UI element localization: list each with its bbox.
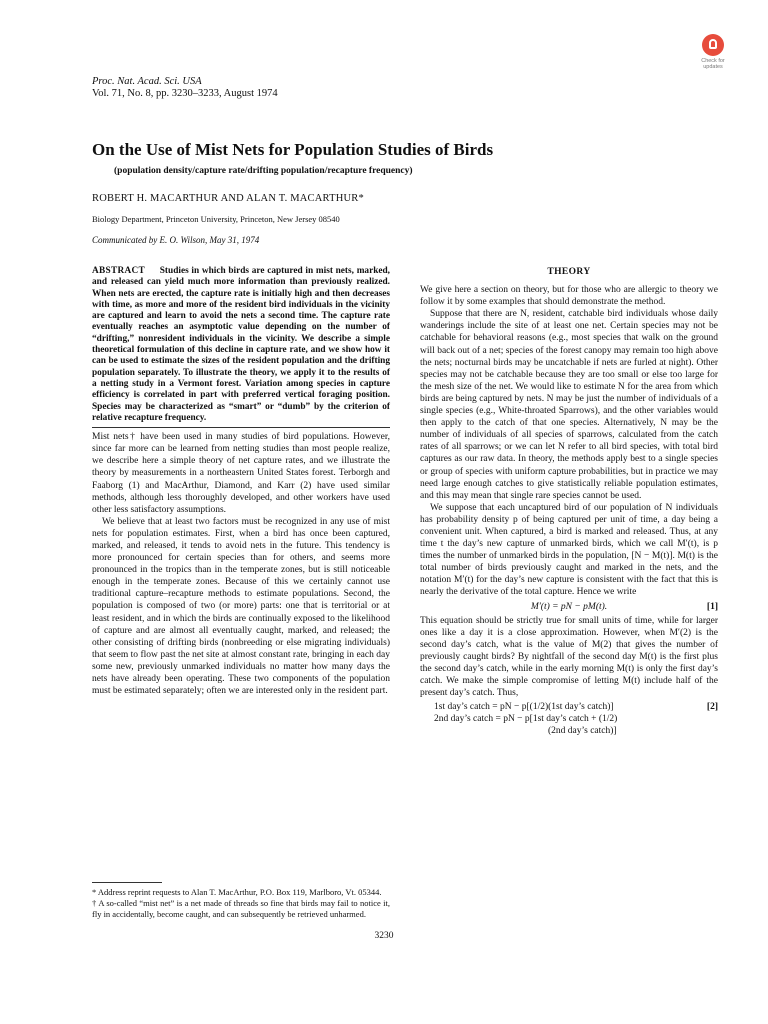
equation-line: 1st day’s catch = pN − p[(1/2)(1st day’s catch)]	[434, 702, 614, 713]
equation-text: M′(t) = pN − pM(t).	[530, 601, 608, 612]
right-column	[420, 266, 718, 737]
keywords: (population density/capture rate/drifting population/recapture frequency)	[114, 166, 413, 176]
abstract-text: Studies in which birds are captured in mist nets, marked, and released can yield much more information than previously realized. When nets are erected, the capture rate is initially high and then decreases with time, as more and more of the resident bird individuals in the vicinity are captured and learn to avoid the nets a second time. The capture rate eventually reaches an asymptotic value depending on the number of “drifting,” nonresident individuals in the vicinity. We describe a simple theoretical formulation of this decline in capture rate, and we show how it can be used to estimate the sizes of the resident population and the drifting population separately. To illustrate the theory, we apply it to the results of a netting study in a Vermont forest. Variation among species in capture efficiency is correlated in part with preferred vertical foraging position. Species may be characterized as “smart” or “dumb” by the criterion of relative recapture frequency.	[92, 266, 391, 423]
authors: ROBERT H. MACARTHUR AND ALAN T. MACARTHUR*	[92, 193, 364, 204]
badge-label: Check for updates	[701, 58, 725, 70]
body-paragraph: This equation should be strictly true for small units of time, while for larger ones like a day it is a close approximation. However, when M′(2) is the second day’s catch, what is the value of M(2) that gives the number of previously caught birds? By nightfall of the second day M(t) is the first plus the second day’s catch, while in the early morning M(t) is only the first day’s catch. We make the simple compromise of letting M(t) include half of the present day’s catch. Thus,	[420, 615, 718, 699]
footnote: † A so-called “mist net” is a net made of threads so fine that birds may fail to notice it, fly in accidentally, become caught, and can subsequently be retrieved unharmed.	[92, 898, 390, 919]
body-paragraph: We believe that at least two factors must be recognized in any use of mist nets for population estimates. First, when a bird has once been captured, marked, and released, it tends to avoid nets in the future. This tendency is more pronounced for certain species than for others, and seems more pronounced in the tropics than in the temperate zones, but is still noticeable enough in the temperate zones. Because of this we certainly cannot use traditional capture–recapture methods to estimate populations. Second, the population is composed of two (or more) parts: one that is territorial or at least resident, and in which the birds are continually exposed to the likelihood of capture and are almost all eventually caught, marked, and released; the other consisting of drifting birds (nonbreeding or else migrating individuals) that seem to flow past the net site at almost constant rate, bringing in each day some new, previously unmarked individuals no matter how many days the nets have already been operating. These two components of the population must be estimated separately; often we are interested only in the resident part.	[92, 516, 390, 697]
footnotes	[92, 882, 390, 920]
footnote-divider	[92, 882, 162, 883]
equation-line: 2nd day’s catch = pN − p[1st day’s catch + (1/2)	[434, 714, 618, 725]
abstract-heading: ABSTRACT	[92, 266, 146, 276]
bookmark-icon	[702, 34, 724, 56]
left-column	[92, 266, 390, 697]
affiliation: Biology Department, Princeton University, Princeton, New Jersey 08540	[92, 214, 340, 224]
page-number: 3230	[374, 931, 394, 941]
abstract-divider	[92, 427, 390, 428]
equation-number: [2]	[706, 702, 718, 713]
equation-line: (2nd day’s catch)]	[548, 726, 617, 737]
equation-2	[420, 701, 718, 737]
body-paragraph: Mist nets† have been used in many studies of bird populations. However, since far more can be learned from netting studies than most people realize, we describe here a simple theory of net capture rates, and we illustrate the theory by measurements in a northeastern United States forest. Terborgh and Faaborg (1) and MacArthur, Diamond, and Karr (2) have used similar methods, although less thoroughly developed, and other workers have used other less satisfactory assumptions.	[92, 432, 390, 515]
journal-volume: Vol. 71, No. 8, pp. 3230–3233, August 1974	[92, 88, 278, 99]
equation-1	[420, 601, 718, 613]
communicated-by: Communicated by E. O. Wilson, May 31, 1974	[92, 235, 260, 245]
paper-title: On the Use of Mist Nets for Population Studies of Birds	[92, 140, 494, 159]
body-paragraph: We give here a section on theory, but for those who are allergic to theory we follow it by some examples that should demonstrate the method.	[420, 285, 718, 308]
body-paragraph: Suppose that there are N, resident, catchable bird individuals whose daily wanderings include the site of at least one net. Certain species may not be catchable for behavioral reasons (e.g., most species that walk on the ground will back out of a net; species of the forest canopy may remain too high above the nets; nocturnal birds may be uncatchable if nets are furled at night). Other species may not be catchable because they are too small or else too large for the mesh size of the net. We would like to estimate N for the area from which birds are being captured by nets. N may be just the number of individuals of a single species (e.g., White-throated Sparrows), and the other variables would then apply to the catch of that one species. Alternatively, N may be the number of individuals of all species of sparrows, calculated from the catch rates of all sparrows; or we can let N refer to all bird species, with total bird captures as our raw data. In theory, the methods apply best to a single species or group of species with uniform capture probabilities, but in practice we may need large enough catches to give statistically reliable population estimates, and this may mean that single rare species cannot be used.	[420, 309, 718, 501]
footnote: * Address reprint requests to Alan T. MacArthur, P.O. Box 119, Marlboro, Vt. 05344.	[92, 887, 382, 897]
journal-name: Proc. Nat. Acad. Sci. USA	[92, 76, 202, 87]
journal-citation	[92, 76, 278, 100]
check-for-updates-badge[interactable]	[695, 34, 731, 70]
body-paragraph: We suppose that each uncaptured bird of our population of N individuals has probability density p of being captured per unit of time, a day being a convenient unit. When captured, a bird is marked and released. Thus, at any time t the day’s new capture of unmarked birds, which we call M′(t), is p times the number of unmarked birds in the population, [N − M(t)]. M(t) is the total number of birds previously caught and marked in the nets, and the notation M′(t) for the day’s new capture is consistent with the fact that this is nearly the derivative of the total capture. Hence we write	[420, 502, 718, 598]
abstract	[92, 266, 390, 424]
equation-number: [1]	[706, 601, 718, 612]
section-heading-theory: THEORY	[547, 267, 591, 277]
